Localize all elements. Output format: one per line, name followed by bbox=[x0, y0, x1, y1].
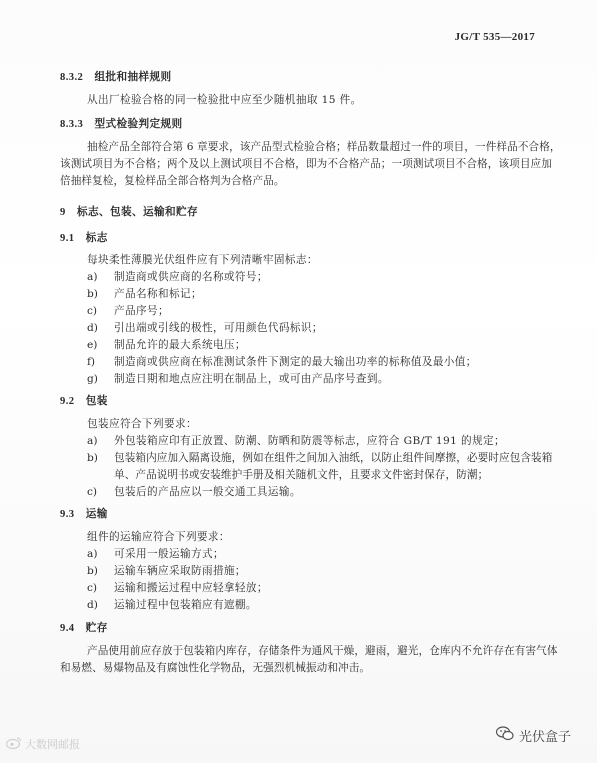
list-item: 制造日期和地点应注明在制品上，或可由产品序号查到。 bbox=[114, 373, 389, 385]
list-label: b) bbox=[87, 288, 98, 300]
section-number: 8.3.3 bbox=[60, 119, 84, 130]
watermark-left-text: 大数网邮报 bbox=[25, 738, 80, 751]
weibo-icon bbox=[6, 736, 22, 752]
list-label: b) bbox=[87, 452, 98, 464]
section-9-1-heading bbox=[60, 231, 108, 246]
list-label: c) bbox=[87, 486, 98, 498]
list-item: 包装后的产品应以一般交通工具运输。 bbox=[114, 486, 301, 498]
section-title: 运输 bbox=[85, 508, 108, 520]
section-number: 9.1 bbox=[60, 233, 75, 244]
list-label: f) bbox=[87, 356, 96, 368]
watermark-right-text: 光伏盒子 bbox=[519, 730, 572, 745]
watermark-left bbox=[6, 736, 80, 752]
list-item: 制品允许的最大系统电压； bbox=[114, 339, 246, 351]
list-label: c) bbox=[87, 305, 98, 317]
section-title: 标志 bbox=[85, 232, 108, 244]
section-number: 9.4 bbox=[60, 623, 75, 634]
section-9-2-heading bbox=[60, 394, 108, 409]
section-title: 包装 bbox=[85, 395, 108, 407]
paragraph: 包装应符合下列要求： bbox=[87, 418, 197, 430]
list-label: d) bbox=[87, 322, 98, 334]
list-label: c) bbox=[87, 582, 98, 594]
section-number: 9.2 bbox=[60, 396, 75, 407]
wechat-icon bbox=[496, 726, 514, 745]
list-item-continuation: 单、产品说明书或安装维护手册及相关随机文件，且要求文件密封保存，防潮； bbox=[114, 469, 489, 481]
list-label: d) bbox=[87, 599, 98, 611]
section-title: 型式检验判定规则 bbox=[94, 118, 183, 130]
section-number: 8.3.2 bbox=[60, 72, 84, 83]
section-9-4-heading bbox=[60, 621, 108, 636]
section-9-3-heading bbox=[60, 507, 108, 522]
list-item: 运输过程中包装箱应有遮棚。 bbox=[114, 599, 257, 611]
standard-code: JG/T 535—2017 bbox=[454, 31, 535, 43]
section-9-heading bbox=[60, 205, 198, 220]
paragraph: 每块柔性薄膜光伏组件应有下列清晰牢固标志： bbox=[87, 254, 318, 266]
list-label: a) bbox=[87, 435, 98, 447]
paragraph-line: 产品使用前应存放于包装箱内库存，存储条件为通风干燥，避雨，避光，仓库内不允许存在有害气体 bbox=[87, 645, 558, 657]
list-item: 引出端或引线的极性，可用颜色代码标识； bbox=[114, 322, 323, 334]
list-item: 制造商或供应商在标准测试条件下测定的最大输出功率的标称值及最小值； bbox=[114, 356, 477, 368]
section-title: 组批和抽样规则 bbox=[94, 71, 172, 83]
list-item: 制造商或供应商的名称或符号； bbox=[114, 271, 268, 283]
paragraph-line: 倍抽样复检，复检样品全部合格判为合格产品。 bbox=[60, 175, 285, 187]
section-title: 贮存 bbox=[85, 622, 108, 634]
paragraph-line: 抽检产品全部符合第 6 章要求，该产品型式检验合格；样品数量超过一件的项目，一件样品不合格， bbox=[87, 141, 561, 153]
watermark-right bbox=[496, 726, 571, 745]
section-8-3-3-heading bbox=[60, 117, 182, 132]
paragraph-line: 该测试项目为不合格；两个及以上测试项目不合格，即为不合格产品；一项测试项目不合格，该项目应加 bbox=[60, 158, 552, 170]
section-title: 标志、包装、运输和贮存 bbox=[77, 206, 198, 218]
list-item: 运输车辆应采取防雨措施； bbox=[114, 565, 246, 577]
paragraph: 组件的运输应符合下列要求： bbox=[87, 531, 230, 543]
list-label: e) bbox=[87, 339, 98, 351]
list-item: 外包装箱应印有正放置、防潮、防晒和防震等标志，应符合 GB/T 191 的规定； bbox=[114, 435, 506, 447]
list-label: b) bbox=[87, 565, 98, 577]
list-label: g) bbox=[87, 373, 98, 385]
list-item: 包装箱内应加入隔离设施，例如在组件之间加入油纸，以防止组件间摩擦，必要时应包含装箱 bbox=[114, 452, 553, 464]
list-label: a) bbox=[87, 271, 98, 283]
list-item: 可采用一般运输方式； bbox=[114, 548, 224, 560]
section-8-3-2-heading bbox=[60, 70, 171, 85]
list-label: a) bbox=[87, 548, 98, 560]
paragraph-line: 和易燃、易爆物品及有腐蚀性化学物品，无强烈机械振动和冲击。 bbox=[60, 662, 371, 674]
section-number: 9 bbox=[60, 207, 66, 218]
section-number: 9.3 bbox=[60, 509, 75, 520]
list-item: 产品名称和标记； bbox=[114, 288, 202, 300]
list-item: 运输和搬运过程中应轻拿轻放； bbox=[114, 582, 268, 594]
paragraph: 从出厂检验合格的同一检验批中应至少随机抽取 15 件。 bbox=[87, 94, 362, 106]
list-item: 产品序号； bbox=[114, 305, 169, 317]
